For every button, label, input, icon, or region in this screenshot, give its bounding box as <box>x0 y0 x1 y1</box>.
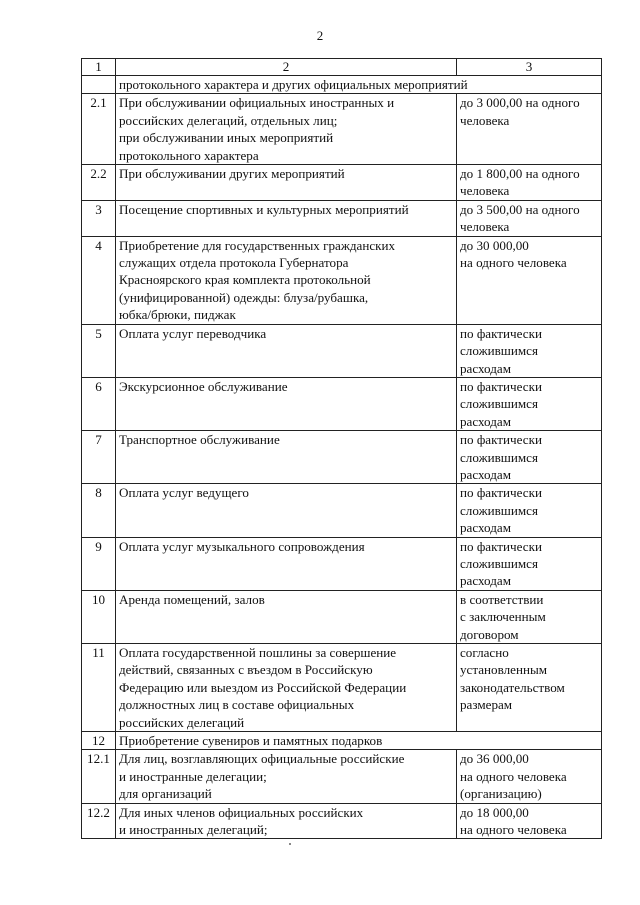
row-description: Для иных членов официальных российских и иностранных делегаций; <box>116 803 457 839</box>
row-description: Посещение спортивных и культурных мероприятий <box>116 200 457 236</box>
table-row <box>82 750 602 803</box>
row-description: Оплата государственной пошлины за совершение действий, связанных с въездом в Российскую Федерацию или выездом из Российской Федерации должностных лиц в составе официальных российских делегаций <box>116 644 457 732</box>
row-number: 10 <box>82 590 116 643</box>
row-amount: до 3 000,00 на одного человека <box>457 94 602 165</box>
row-description: Экскурсионное обслуживание <box>116 377 457 430</box>
row-number: 7 <box>82 431 116 484</box>
table-row <box>82 484 602 537</box>
row-number: 12 <box>82 732 116 750</box>
table-row <box>82 537 602 590</box>
row-amount: до 3 500,00 на одного человека <box>457 200 602 236</box>
row-amount: по фактически сложившимся расходам <box>457 324 602 377</box>
row-number: 2.2 <box>82 165 116 201</box>
row-amount: по фактически сложившимся расходам <box>457 377 602 430</box>
row-description: Транспортное обслуживание <box>116 431 457 484</box>
row-number: 5 <box>82 324 116 377</box>
row-number: 3 <box>82 200 116 236</box>
table-row <box>82 76 602 94</box>
row-description: протокольного характера и других официальных мероприятий <box>116 76 602 94</box>
row-number: 12.2 <box>82 803 116 839</box>
row-number: 8 <box>82 484 116 537</box>
row-description: Для лиц, возглавляющих официальные российские и иностранные делегации; для организаций <box>116 750 457 803</box>
table-row <box>82 165 602 201</box>
table-row <box>82 803 602 839</box>
page-number: 2 <box>316 28 324 43</box>
row-description: Оплата услуг музыкального сопровождения <box>116 537 457 590</box>
table-row <box>82 377 602 430</box>
header-cell-2: 2 <box>116 59 457 76</box>
row-number: 4 <box>82 236 116 324</box>
table-row <box>82 644 602 732</box>
row-amount: до 1 800,00 на одного человека <box>457 165 602 201</box>
row-number: 9 <box>82 537 116 590</box>
scan-speck <box>289 843 291 845</box>
table-row <box>82 200 602 236</box>
row-amount: согласно установленным законодательством размерам <box>457 644 602 732</box>
row-amount: по фактически сложившимся расходам <box>457 537 602 590</box>
row-number: 11 <box>82 644 116 732</box>
table-row <box>82 94 602 165</box>
expense-norms-table <box>81 58 602 839</box>
row-description: Аренда помещений, залов <box>116 590 457 643</box>
table-row <box>82 431 602 484</box>
row-description: Оплата услуг ведущего <box>116 484 457 537</box>
row-number <box>82 76 116 94</box>
row-description: При обслуживании других мероприятий <box>116 165 457 201</box>
row-amount: до 30 000,00 на одного человека <box>457 236 602 324</box>
row-amount: по фактически сложившимся расходам <box>457 484 602 537</box>
table-row <box>82 590 602 643</box>
table-row <box>82 236 602 324</box>
row-amount: до 18 000,00 на одного человека <box>457 803 602 839</box>
row-amount: по фактически сложившимся расходам <box>457 431 602 484</box>
header-cell-1: 1 <box>82 59 116 76</box>
row-amount: в соответствии с заключенным договором <box>457 590 602 643</box>
table-header-row <box>82 59 602 76</box>
table-row <box>82 732 602 750</box>
row-number: 6 <box>82 377 116 430</box>
row-description: При обслуживании официальных иностранных и российских делегаций, отдельных лиц; при обслуживании иных мероприятий протокольного характера <box>116 94 457 165</box>
row-number: 12.1 <box>82 750 116 803</box>
table-row <box>82 324 602 377</box>
row-number: 2.1 <box>82 94 116 165</box>
row-description: Приобретение для государственных гражданских служащих отдела протокола Губернатора Красноярского края комплекта протокольной (унифицированной) одежды: блуза/рубашка, юбка/брюки, пиджак <box>116 236 457 324</box>
row-amount: до 36 000,00 на одного человека (организацию) <box>457 750 602 803</box>
header-cell-3: 3 <box>457 59 602 76</box>
row-description: Оплата услуг переводчика <box>116 324 457 377</box>
row-description: Приобретение сувениров и памятных подарков <box>116 732 602 750</box>
